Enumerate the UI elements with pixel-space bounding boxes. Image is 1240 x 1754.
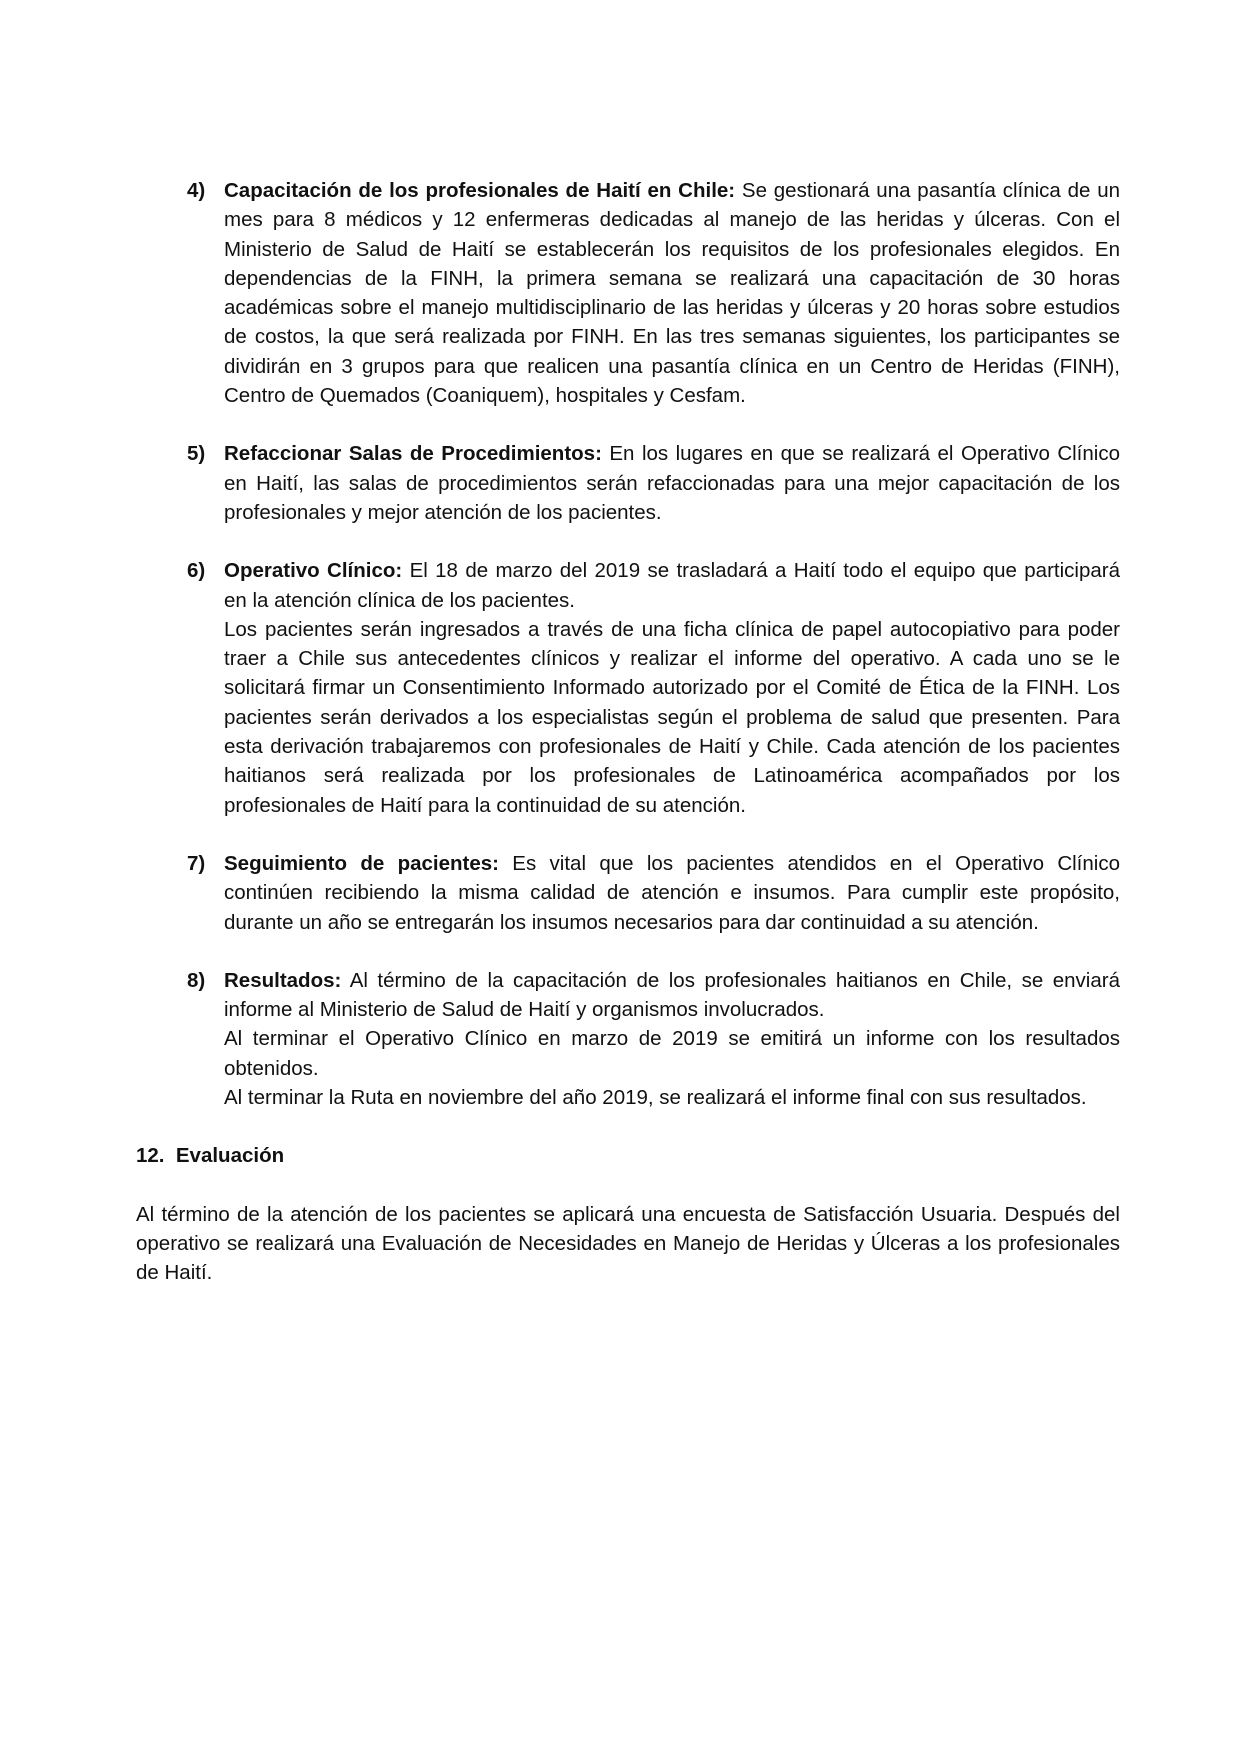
item-paragraph <box>224 849 1120 937</box>
list-item-8 <box>150 966 1120 1112</box>
item-paragraph <box>224 439 1120 527</box>
item-number: 8) <box>187 968 206 992</box>
list-item-4 <box>150 176 1120 410</box>
item-number: 5) <box>187 442 206 466</box>
item-text: Al término de la capacitación de los profesionales haitianos en Chile, se enviará informe al Ministerio de Salud de Haití y organismos involucrados. <box>224 968 1120 1022</box>
item-text: El 18 de marzo del 2019 se trasladará a Haití todo el equipo que participará en la atención clínica de los pacientes. <box>224 559 1120 612</box>
item-paragraph <box>224 966 1120 1025</box>
document-page <box>136 176 1120 1288</box>
item-number: 7) <box>187 851 206 875</box>
item-title: Resultados: <box>224 968 342 992</box>
item-text: En los lugares en que se realizará el Operativo Clínico en Haití, las salas de procedimientos serán refaccionadas para una mejor capacitación de los profesionales y mejor atención de los pacientes. <box>224 442 1120 524</box>
item-title: Capacitación de los profesionales de Haití en Chile: <box>224 179 736 202</box>
item-number: 6) <box>187 559 206 583</box>
item-title: Refaccionar Salas de Procedimientos: <box>224 442 602 466</box>
item-paragraph <box>224 556 1120 615</box>
section-evaluacion <box>136 1141 1120 1287</box>
item-paragraph <box>224 176 1120 410</box>
item-paragraph: Los pacientes serán ingresados a través de una ficha clínica de papel autocopiativo para poder traer a Chile sus antecedentes clínicos y realizar el informe del operativo. A cada uno se le solicitará firmar un Consentimiento Informado autorizado por el Comité de Ética de la FINH. Los pacientes serán derivados a los especialistas según el problema de salud que presenten. Para esta derivación trabajaremos con profesionales de Haití y Chile. Cada atención de los pacientes haitianos será realizada por los profesionales de Latinoamérica acompañados por los profesionales de Haití para la continuidad de su atención. <box>224 617 1120 817</box>
section-body: Al término de la atención de los pacientes se aplicará una encuesta de Satisfacción Usuaria. Después del operativo se realizará una Evaluación de Necesidades en Manejo de Heridas y Úlceras a los profesionales de Haití. <box>136 1202 1120 1285</box>
item-title: Operativo Clínico: <box>224 559 403 583</box>
list-item-5 <box>150 439 1120 527</box>
list-item-6 <box>150 556 1120 820</box>
item-title: Seguimiento de pacientes: <box>224 851 499 875</box>
item-text: Se gestionará una pasantía clínica de un mes para 8 médicos y 12 enfermeras dedicadas al manejo de las heridas y úlceras. Con el Ministerio de Salud de Haití se establecerán los requisitos de los profesionales elegidos. En dependencias de la FINH, la primera semana se realizará una capacitación de 30 horas académicas sobre el manejo multidisciplinario de las heridas y úlceras y 20 horas sobre estudios de costos, la que será realizada por FINH. En las tres semanas siguientes, los participantes se dividirán en 3 grupos para que realicen una pasantía clínica en un Centro de Heridas (FINH), Centro de Quemados (Coaniquem), hospitales y Cesfam. <box>224 179 1120 408</box>
list-item-7 <box>150 849 1120 937</box>
item-paragraph: Al terminar el Operativo Clínico en marzo de 2019 se emitirá un informe con los resultados obtenidos. <box>224 1027 1120 1080</box>
item-paragraph: Al terminar la Ruta en noviembre del año 2019, se realizará el informe final con sus resultados. <box>224 1086 1087 1110</box>
item-number: 4) <box>187 179 206 202</box>
item-text: Es vital que los pacientes atendidos en el Operativo Clínico continúen recibiendo la misma calidad de atención e insumos. Para cumplir este propósito, durante un año se entregarán los insumos necesarios para dar continuidad a su atención. <box>224 851 1120 934</box>
section-title: 12. Evaluación <box>136 1144 285 1168</box>
